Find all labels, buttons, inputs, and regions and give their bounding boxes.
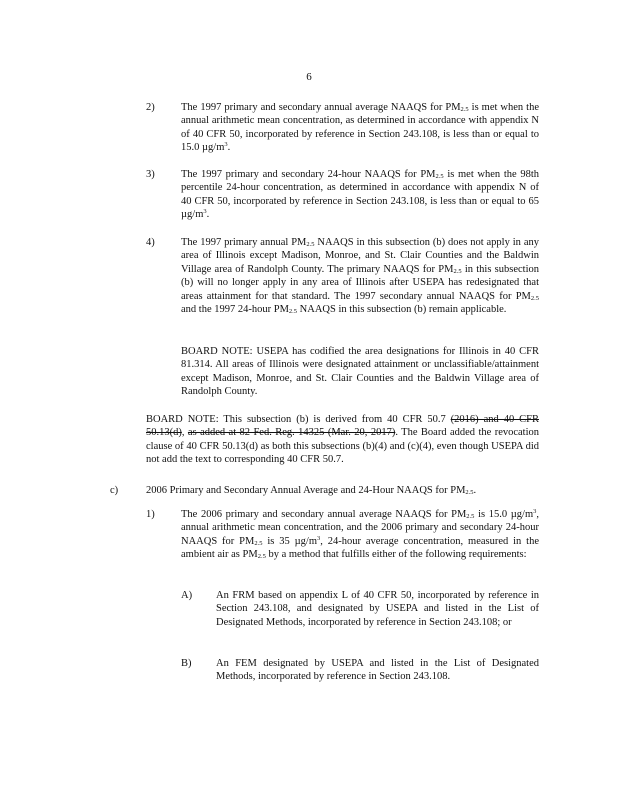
- text-part: The 1997 primary annual PM: [181, 237, 307, 248]
- item-label: A): [181, 590, 193, 601]
- item-text: [181, 236, 539, 316]
- item-text: [181, 101, 539, 155]
- text-part: , 24-hour average concentration, measured in the ambient air as PM: [181, 535, 540, 561]
- item-label: 4): [146, 237, 155, 248]
- deleted-text: as added at 82 Fed. Reg. 14325 (Mar. 20, 2017): [187, 427, 396, 439]
- text-part: NAAQS in this subsection (b) does not apply in any area of Illinois except Madison, Monroe, and St. Clair Counties and the Baldwin Village area of Randolph County. The primary NAAQS for PM: [181, 237, 539, 275]
- subsection-heading: [146, 484, 539, 497]
- superscript: 3: [203, 208, 207, 216]
- text-part: is 35 µg/m: [262, 535, 317, 547]
- item-text: [181, 508, 539, 562]
- superscript: 3: [533, 508, 537, 515]
- text-part: , annual arithmetic mean concentration, and the 2006 primary and secondary 24-hour NAAQS for PM: [181, 509, 539, 547]
- text-part: NAAQS in this subsection (b) remain applicable.: [297, 304, 507, 316]
- text-part: by a method that fulfills either of the following requirements:: [265, 549, 527, 561]
- text-part: and the 1997 24-hour PM: [181, 304, 289, 316]
- item-label: 3): [146, 169, 155, 180]
- item-text: An FEM designated by USEPA and listed in the List of Designated Methods, incorporated by reference in Section 243.108.: [216, 658, 539, 683]
- text-part: .: [473, 485, 477, 496]
- deleted-text: (2016) and 40 CFR 50.13(d): [146, 414, 539, 439]
- text-part: is 15.0 µg/m: [474, 509, 534, 520]
- item-text: An FRM based on appendix L of 40 CFR 50, incorporated by reference in Section 243.108, and designated by USEPA and listed in the List of Designated Methods, incorporated by reference in Section 243.108; or: [216, 590, 539, 628]
- text-part: 2006 Primary and Secondary Annual Average and 24-Hour NAAQS for PM: [146, 485, 466, 496]
- subscript: 2.5: [306, 241, 315, 248]
- text-part: . The Board added the revocation clause of 40 CFR 50.13(d) as both this subsections (b)(4) and (c)(4), even though USEPA did not add the text to corresponding 40 CFR 50.7.: [146, 427, 540, 466]
- subscript: 2.5: [453, 267, 462, 275]
- text-part: .: [227, 142, 231, 154]
- text-part: BOARD NOTE: This subsection (b) is derived from 40 CFR 50.7: [146, 414, 451, 425]
- superscript: 3: [317, 534, 321, 542]
- subscript: 2.5: [466, 513, 475, 520]
- board-note-derivation: [146, 413, 539, 467]
- text-part: is met when the annual arithmetic mean concentration, as determined in accordance with appendix N of 40 CFR 50, incorporated by reference in Section 243.108, is less than or equal to 15.0 µg/m: [181, 102, 539, 154]
- page-number: 6: [306, 71, 312, 83]
- superscript: 3: [224, 141, 228, 149]
- text-part: is met when the 98th percentile 24-hour concentration, as determined in accordance with appendix N of 40 CFR 50, incorporated by reference in Section 243.108, is less than or equal to 65 µg/m: [181, 169, 539, 221]
- text-part: The 2006 primary and secondary annual average NAAQS for PM: [181, 509, 467, 520]
- text-part: in this subsection (b) will no longer apply in any area of Illinois after USEPA has redesignated that areas attainment for that standard. The 1997 secondary annual NAAQS for PM: [181, 263, 540, 302]
- subscript: 2.5: [530, 294, 539, 302]
- item-label: B): [181, 658, 192, 669]
- subscript: 2.5: [288, 308, 298, 316]
- subscript: 2.5: [257, 553, 266, 561]
- subsection-label: c): [110, 485, 119, 496]
- subscript: 2.5: [254, 539, 263, 547]
- text-part: The 1997 primary and secondary 24-hour NAAQS for PM: [181, 169, 436, 180]
- item-label: 2): [146, 102, 155, 113]
- subscript: 2.5: [460, 106, 469, 113]
- item-text: [181, 168, 539, 222]
- text-part: .: [206, 209, 210, 221]
- board-note-area-designations: BOARD NOTE: USEPA has codified the area designations for Illinois in 40 CFR 81.314. All areas of Illinois were designated attainment or unclassifiable/attainment except Madison, Monroe, and St. Clair Counties and the Baldwin Village area of Randolph County.: [181, 346, 539, 398]
- item-label: 1): [146, 509, 155, 520]
- text-part: ,: [181, 427, 188, 439]
- subscript: 2.5: [465, 489, 474, 496]
- subscript: 2.5: [435, 173, 444, 180]
- text-part: The 1997 primary and secondary annual average NAAQS for PM: [181, 102, 461, 113]
